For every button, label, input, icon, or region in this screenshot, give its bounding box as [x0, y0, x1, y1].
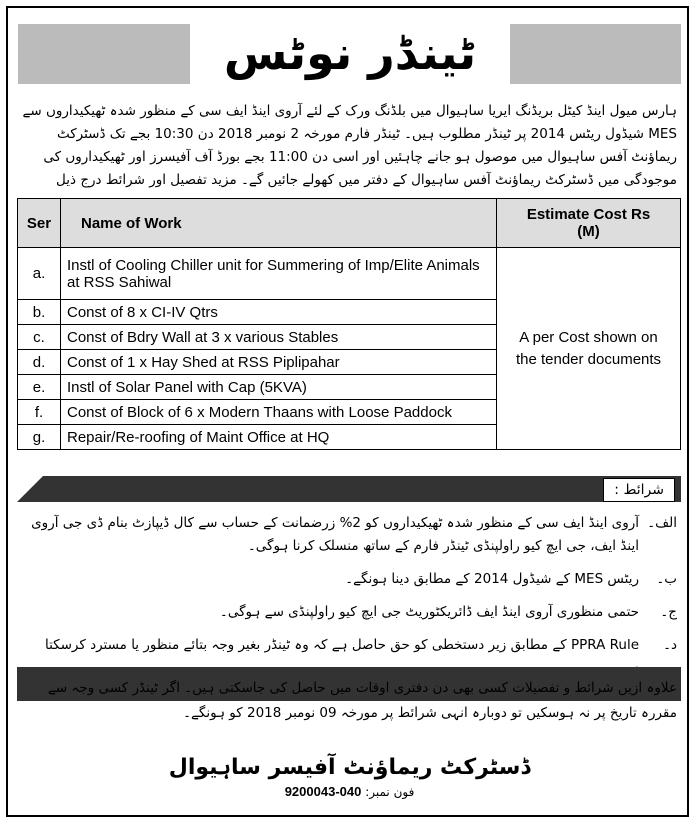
phone-number: 040-9200043: [284, 784, 362, 799]
phone-label: فون نمبر:: [365, 785, 415, 799]
office-name: ڈسٹرکٹ ریماؤنٹ آفیسر ساہیوال: [168, 755, 531, 780]
header-estimate: Estimate Cost Rs (M): [497, 199, 681, 248]
row-ser: a.: [18, 248, 61, 300]
condition-item: [22, 568, 677, 591]
condition-item: [22, 601, 677, 624]
row-work: Const of Block of 6 x Modern Thaans with Loose Paddock: [61, 400, 497, 425]
estimate-cell: A per Cost shown on the tender documents: [497, 248, 681, 450]
conditions-label: شرائط :: [603, 478, 675, 502]
condition-text: حتمی منظوری آروی اینڈ ایف ڈائریکٹوریٹ جی ایچ کیو راولپنڈی سے ہوگی۔: [219, 604, 639, 620]
intro-paragraph: ہارس میول اینڈ کیٹل بریڈنگ ایریا ساہیوال میں بلڈنگ ورک کے لئے آروی اینڈ ایف سی کے منظور شدہ ٹھیکیداروں سے MES شیڈول ریٹس 2014 پر ٹینڈر مطلوب ہیں۔ ٹینڈر فارم مورخہ 2 نومبر 2018 دن 10:30 بجے تک ڈسٹرکٹ ریماؤنٹ آفس ساہیوال میں موصول ہو جانے چاہئیں اور اسی دن 11:00 بجے بورڈ آف آفیسرز اور ٹھیکیداروں کی موجودگی میں ڈسٹرکٹ ریماؤنٹ آفس ساہیوال کے دفتر میں کھولے جائیں گے۔ مزید تفصیل اور شرائط درج ذیل: [22, 103, 677, 188]
condition-text: ریٹس MES کے شیڈول 2014 کے مطابق دینا ہونگے۔: [345, 571, 639, 587]
row-work: Const of 1 x Hay Shed at RSS Piplipahar: [61, 350, 497, 375]
condition-text: PPRA Rule کے مطابق زیر دستخطی کو حق حاصل ہے کہ وہ ٹینڈر بغیر وجہ بتائے منظور یا مسترد کرسکتا: [44, 637, 639, 653]
condition-label: د۔: [663, 637, 677, 653]
condition-label: ج۔: [660, 604, 677, 620]
row-ser: b.: [18, 300, 61, 325]
condition-text: آروی اینڈ ایف سی کے منظور شدہ ٹھیکیداروں کو 2% زرضمانت کے حساب سے کال ڈیپازٹ بنام ڈی جی آروی اینڈ ایف، جی ایچ کیو راولپنڈی ٹینڈر فارم کے ساتھ منسلک کرنا ہوگی۔: [31, 515, 639, 554]
table-row: [18, 248, 681, 300]
row-ser: d.: [18, 350, 61, 375]
footer: [0, 755, 699, 799]
row-work: Const of 8 x CI-IV Qtrs: [61, 300, 497, 325]
notice-title: ٹینڈر نوٹس: [223, 26, 477, 80]
row-work: Const of Bdry Wall at 3 x various Stables: [61, 325, 497, 350]
row-ser: f.: [18, 400, 61, 425]
table-header-row: [18, 199, 681, 248]
note-paragraph: علاوہ ازیں شرائط و تفصیلات کسی بھی دن دفتری اوقات میں حاصل کی جاسکتی ہیں۔ اگر ٹینڈر کسی وجہ سے مقررہ تاریخ پر نہ ہوسکیں تو دوبارہ انہی شرائط پر مورخہ 09 نومبر 2018 کو ہونگے۔: [47, 680, 677, 721]
row-work: Instl of Solar Panel with Cap (5KVA): [61, 375, 497, 400]
condition-label: الف۔: [647, 515, 677, 531]
works-table: [17, 198, 681, 450]
row-work: Repair/Re-roofing of Maint Office at HQ: [61, 425, 497, 450]
condition-label: ب۔: [656, 571, 677, 587]
header-work: Name of Work: [61, 199, 497, 248]
condition-item: [22, 512, 677, 558]
header-ser: Ser: [18, 199, 61, 248]
conditions-bar: [17, 476, 681, 502]
conditions-list: [22, 512, 677, 690]
row-ser: g.: [18, 425, 61, 450]
row-ser: e.: [18, 375, 61, 400]
row-work: Instl of Cooling Chiller unit for Summering of Imp/Elite Animals at RSS Sahiwal: [61, 248, 497, 300]
row-ser: c.: [18, 325, 61, 350]
phone-line: [0, 784, 699, 799]
title-box: [190, 14, 510, 92]
